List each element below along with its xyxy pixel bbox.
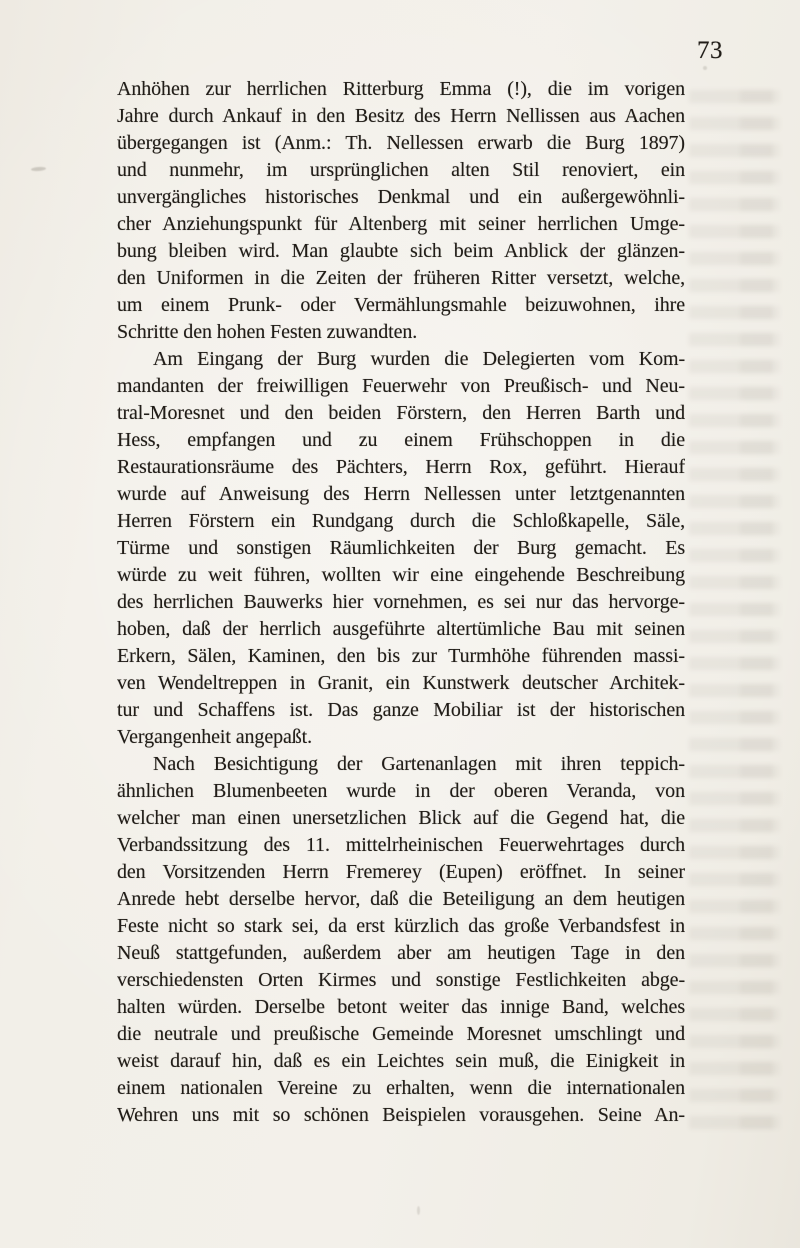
page-number: 73 (697, 37, 723, 64)
text-line: Anhöhen zur herrlichen Ritterburg Emma (!), die im vorigen (117, 78, 685, 100)
text-line: bung bleiben wird. Man glaubte sich beim Anblick der glänzen- (117, 240, 685, 262)
text-line: um einem Prunk- oder Vermählungsmahle beizuwohnen, ihre (117, 294, 685, 316)
text-line: cher Anziehungspunkt für Altenberg mit seiner herrlichen Umge- (117, 213, 685, 235)
text-line: Anrede hebt derselbe hervor, daß die Beteiligung an dem heutigen (117, 888, 685, 910)
text-line: Restaurationsräume des Pächters, Herrn Rox, geführt. Hierauf (117, 456, 685, 478)
text-line: Am Eingang der Burg wurden die Delegierten vom Kom- (153, 348, 685, 370)
scan-speck (703, 66, 707, 70)
text-line: Erkern, Sälen, Kaminen, den bis zur Turmhöhe führenden massi- (117, 645, 685, 667)
text-line: halten würden. Derselbe betont weiter das innige Band, welches (117, 996, 685, 1018)
text-line: mandanten der freiwilligen Feuerwehr von Preußisch- und Neu- (117, 375, 685, 397)
text-line: welcher man einen unersetzlichen Blick auf die Gegend hat, die (117, 807, 685, 829)
text-line: Schritte den hohen Festen zuwandten. (117, 321, 418, 343)
text-line: des herrlichen Bauwerks hier vornehmen, es sei nur das hervorge- (117, 591, 685, 613)
text-line: Nach Besichtigung der Gartenanlagen mit ihren teppich- (153, 753, 685, 775)
text-line: ähnlichen Blumenbeeten wurde in der oberen Veranda, von (117, 780, 685, 802)
text-line: würde zu weit führen, wollten wir eine eingehende Beschreibung (117, 564, 685, 586)
text-line: Feste nicht so stark sei, da erst kürzlich das große Verbandsfest in (117, 915, 685, 937)
text-line: tral-Moresnet und den beiden Förstern, den Herren Barth und (117, 402, 685, 424)
text-line: Vergangenheit angepaßt. (117, 726, 313, 748)
text-line: Hess, empfangen und zu einem Frühschoppen in die (117, 429, 685, 451)
text-line: wurde auf Anweisung des Herrn Nellessen unter letztgenannten (117, 483, 685, 505)
text-line: einem nationalen Vereine zu erhalten, wenn die internationalen (117, 1077, 685, 1099)
text-line: Türme und sonstigen Räumlichkeiten der Burg gemacht. Es (117, 537, 685, 559)
scan-speck (31, 166, 46, 171)
text-line: verschiedensten Orten Kirmes und sonstige Festlichkeiten abge- (117, 969, 685, 991)
page-text-block (117, 76, 685, 1129)
text-line: den Vorsitzenden Herrn Fremerey (Eupen) eröffnet. In seiner (117, 861, 685, 883)
page-showthrough-ghosting (689, 82, 773, 1137)
text-line: hoben, daß der herrlich ausgeführte altertümliche Bau mit seinen (117, 618, 685, 640)
text-line: Jahre durch Ankauf in den Besitz des Herrn Nellissen aus Aachen (117, 105, 685, 127)
text-line: unvergängliches historisches Denkmal und ein außergewöhnli- (117, 186, 685, 208)
text-line: tur und Schaffens ist. Das ganze Mobiliar ist der historischen (117, 699, 685, 721)
text-line: übergegangen ist (Anm.: Th. Nellessen erwarb die Burg 1897) (117, 132, 685, 154)
text-line: Neuß stattgefunden, außerdem aber am heutigen Tage in den (117, 942, 685, 964)
text-line: ven Wendeltreppen in Granit, ein Kunstwerk deutscher Architek- (117, 672, 685, 694)
text-line: und nunmehr, im ursprünglichen alten Stil renoviert, ein (117, 159, 685, 181)
page-showthrough-ghosting (740, 82, 780, 1137)
text-line: Wehren uns mit so schönen Beispielen vorausgehen. Seine An- (117, 1104, 685, 1126)
text-line: Verbandssitzung des 11. mittelrheinischen Feuerwehrtages durch (117, 834, 685, 856)
text-line: Herren Förstern ein Rundgang durch die Schloßkapelle, Säle, (117, 510, 685, 532)
text-line: weist darauf hin, daß es ein Leichtes sein muß, die Einigkeit in (117, 1050, 685, 1072)
text-line: den Uniformen in die Zeiten der früheren Ritter versetzt, welche, (117, 267, 685, 289)
text-line: die neutrale und preußische Gemeinde Moresnet umschlingt und (117, 1023, 685, 1045)
scan-speck (417, 1206, 420, 1215)
